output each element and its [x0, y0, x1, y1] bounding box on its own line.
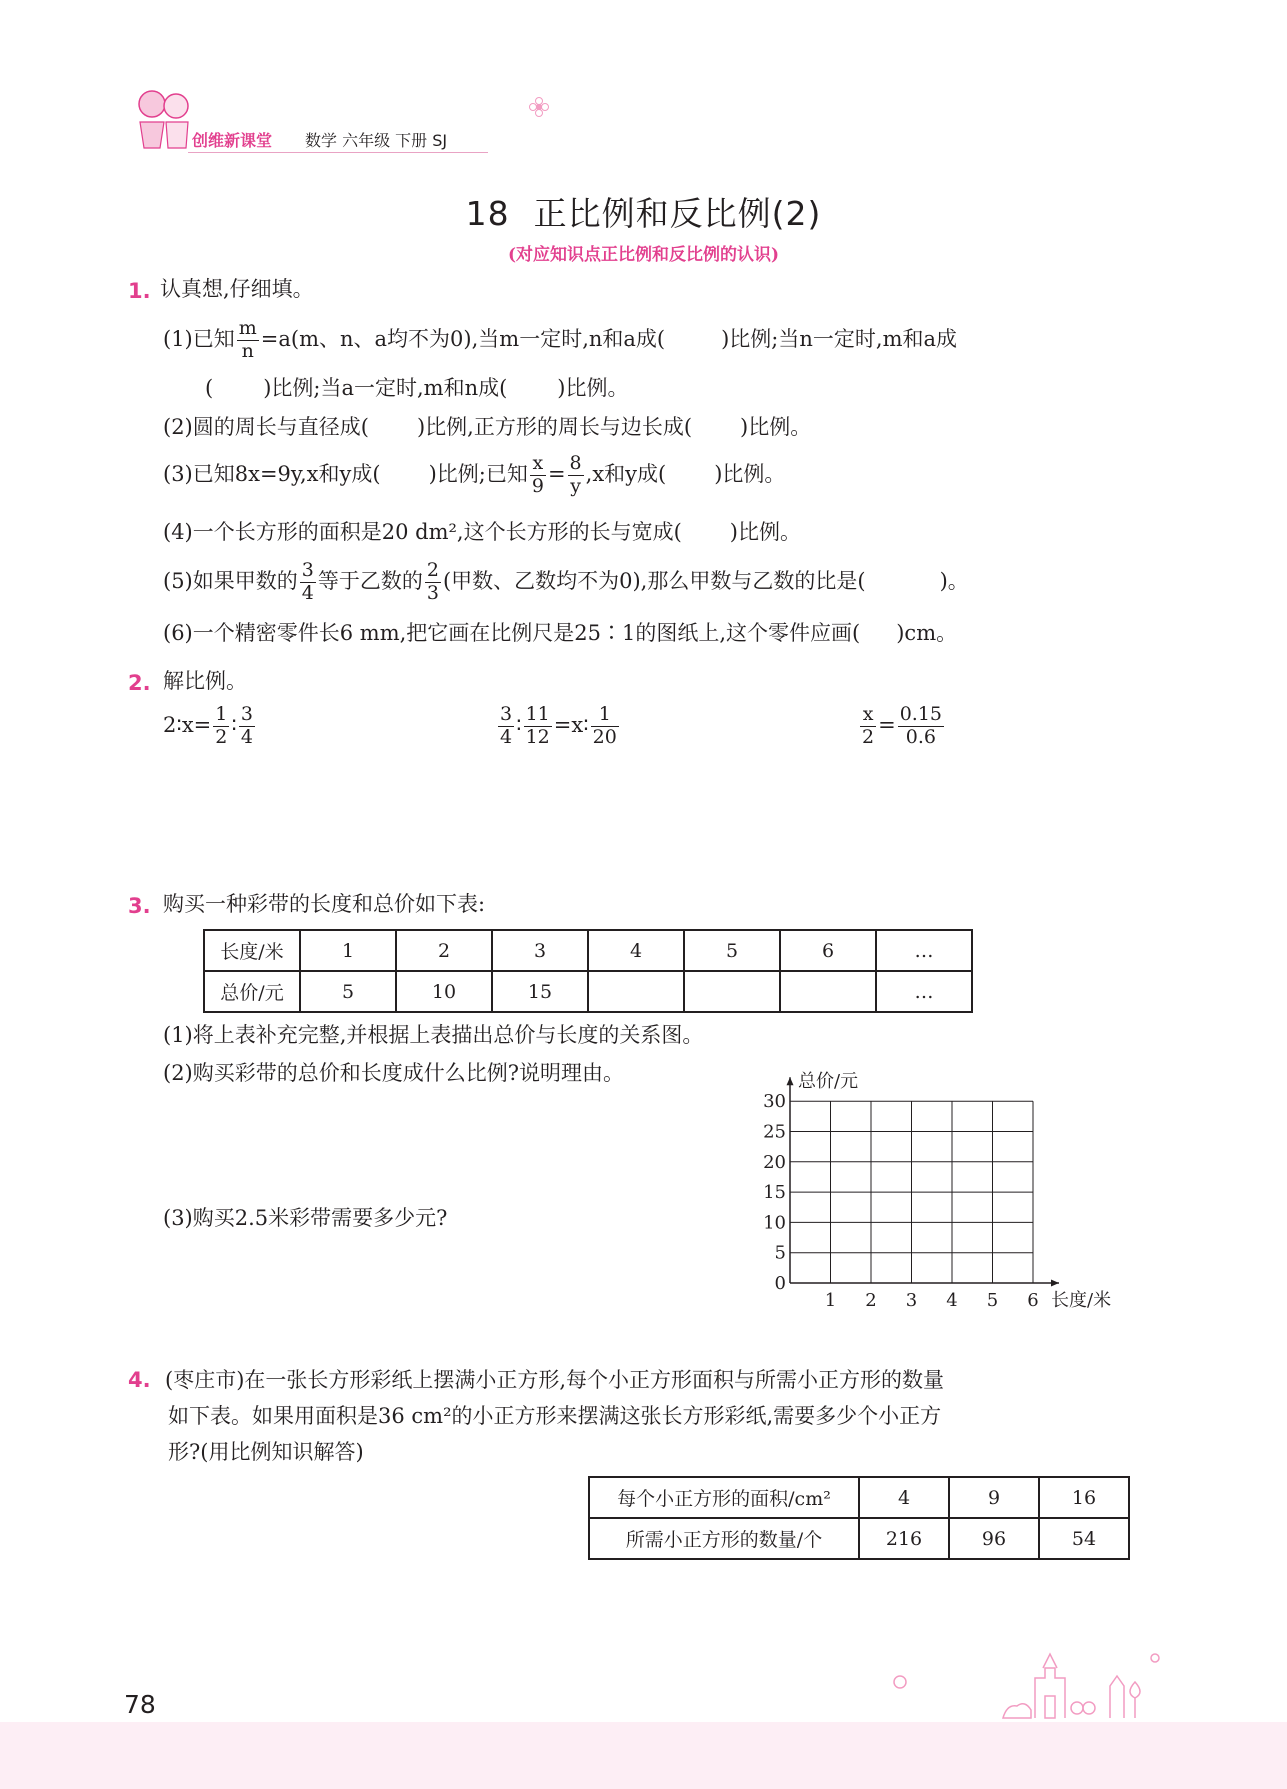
table-cell: 9 [949, 1477, 1039, 1518]
denominator: 4 [240, 725, 253, 748]
q1-p2-text: )比例。 [740, 415, 812, 439]
table-cell: 15 [492, 971, 588, 1012]
denominator: n [241, 339, 254, 362]
denominator: 4 [301, 581, 314, 604]
numerator: 11 [525, 703, 550, 725]
castle-decoration-icon [885, 1648, 1185, 1720]
brand-name: 创维新课堂 [192, 131, 273, 150]
q1-part2 [163, 417, 811, 438]
price-length-chart[interactable] [750, 1065, 1130, 1320]
numerator: 3 [240, 703, 253, 725]
table-cell: 16 [1039, 1477, 1129, 1518]
q1-p1-text: (1)已知 [163, 326, 235, 351]
numerator: 8 [569, 452, 582, 474]
q1-p2-text: )比例,正方形的周长与边长成( [416, 415, 693, 439]
equals-sign: = [878, 712, 896, 737]
table-cell: 3 [492, 930, 588, 971]
table-cell: 96 [949, 1518, 1039, 1559]
q3-sub3: (3)购买2.5米彩带需要多少元? [163, 1206, 448, 1230]
header-divider [188, 152, 488, 153]
y-tick-label: 15 [763, 1182, 786, 1204]
denominator: 3 [426, 581, 439, 604]
denominator: 9 [531, 474, 544, 497]
q4-line2: 如下表。如果用面积是36 cm²的小正方形来摆满这张长方形彩纸,需要多少个小正方 [168, 1404, 942, 1428]
q2-prompt: 解比例。 [163, 669, 247, 693]
square-table [588, 1476, 1130, 1560]
q1-p5-text: 等于乙数的 [317, 568, 423, 593]
table-cell: 6 [780, 930, 876, 971]
q4-line1: (枣庄市)在一张长方形彩纸上摆满小正方形,每个小正方形面积与所需小正方形的数量 [165, 1368, 945, 1392]
numerator: 3 [500, 703, 513, 725]
price-table [203, 929, 973, 1013]
equation-2 [496, 704, 621, 749]
fraction [213, 704, 229, 749]
y-axis-label: 总价/元 [798, 1071, 859, 1093]
table-cell: … [876, 930, 972, 971]
denominator: 12 [525, 725, 550, 748]
y-tick-label: 5 [774, 1242, 786, 1264]
table-header-cell: 所需小正方形的数量/个 [589, 1518, 859, 1559]
denominator: y [570, 474, 581, 497]
equation-text: 2∶x= [163, 712, 212, 737]
denominator: 0.6 [905, 725, 936, 748]
lesson-number: 18 [465, 194, 510, 233]
x-axis-arrow [1051, 1280, 1059, 1287]
q1-part5 [163, 560, 969, 605]
q1-p3-text: (3)已知8x=9y,x和y成( [163, 461, 381, 486]
y-tick-label: 20 [763, 1151, 786, 1173]
fraction [860, 704, 876, 749]
y-tick-label: 25 [763, 1121, 786, 1143]
table-header-cell: 每个小正方形的面积/cm² [589, 1477, 859, 1518]
fill-in-cell[interactable] [684, 971, 780, 1012]
x-tick-label: 1 [824, 1290, 837, 1311]
equation-1 [163, 704, 257, 749]
y-tick-label: 30 [763, 1091, 786, 1113]
x-axis-label: 长度/米 [1051, 1290, 1112, 1311]
q1-p2-text: (2)圆的周长与直径成( [163, 415, 369, 439]
lesson-title: 正比例和反比例(2) [533, 194, 822, 233]
table-cell: 5 [300, 971, 396, 1012]
fraction [898, 704, 944, 749]
x-tick-label: 4 [946, 1290, 958, 1311]
footer-band [0, 1722, 1287, 1789]
q1-part1-line1 [163, 318, 957, 363]
y-tick-label: 10 [763, 1212, 786, 1234]
table-row [204, 930, 972, 971]
denominator: 2 [215, 725, 228, 748]
numerator: x [530, 453, 546, 476]
q3-prompt: 购买一种彩带的长度和总价如下表: [163, 892, 486, 916]
q1-part3 [163, 453, 785, 498]
fraction [237, 318, 259, 363]
fill-in-cell[interactable] [780, 971, 876, 1012]
fraction [239, 704, 255, 749]
equation-3 [858, 704, 946, 749]
table-cell: 54 [1039, 1518, 1129, 1559]
q1-p5-text: (甲数、乙数均不为0),那么甲数与乙数的比是( [442, 568, 866, 593]
q1-p4-text: )比例。 [729, 520, 801, 544]
q1-p3-text: )比例。 [714, 461, 786, 486]
table-cell: 4 [588, 930, 684, 971]
fraction [591, 704, 619, 749]
numerator: 1 [215, 703, 228, 725]
q1-p1-text: )比例;当a一定时,m和n成( [263, 376, 508, 400]
q1-p5-text: (5)如果甲数的 [163, 568, 298, 593]
q1-p4-text: (4)一个长方形的面积是20 dm²,这个长方形的长与宽成( [163, 520, 682, 544]
q1-p3-text: )比例;已知 [428, 461, 528, 486]
ratio-colon: ∶ [231, 712, 237, 737]
denominator: 20 [592, 725, 617, 748]
table-header-cell: 长度/米 [204, 930, 300, 971]
q1-p5-text: )。 [939, 568, 969, 593]
book-info: 数学 六年级 下册 SJ [305, 131, 448, 150]
fraction [300, 560, 316, 605]
numerator: 1 [591, 704, 619, 727]
flower-icon [528, 96, 550, 118]
ratio-colon: ∶ [516, 712, 522, 737]
table-cell: 5 [684, 930, 780, 971]
fill-in-cell[interactable] [588, 971, 684, 1012]
page-title [0, 188, 1287, 235]
equation-text: =x∶ [553, 712, 589, 737]
q1-p1-text: =a(m、n、a均不为0),当m一定时,n和a成( [260, 326, 666, 351]
q3-number: 3. [128, 894, 151, 918]
fraction [425, 560, 441, 605]
numerator: m [238, 317, 257, 339]
table-cell: 216 [859, 1518, 949, 1559]
numerator: x [860, 704, 876, 727]
x-tick-label: 2 [865, 1290, 877, 1311]
q2-number: 2. [128, 671, 151, 695]
table-cell: 2 [396, 930, 492, 971]
y-tick-label: 0 [774, 1273, 786, 1294]
q1-prompt: 认真想,仔细填。 [160, 277, 314, 301]
numerator: 3 [301, 559, 314, 581]
q4-number: 4. [128, 1368, 151, 1392]
q1-part4 [163, 522, 801, 543]
denominator: 4 [500, 725, 513, 748]
x-tick-label: 3 [905, 1290, 918, 1311]
table-cell: … [876, 971, 972, 1012]
x-tick-label: 5 [986, 1290, 999, 1311]
table-row [589, 1518, 1129, 1559]
q3-sub1: (1)将上表补充完整,并根据上表描出总价与长度的关系图。 [163, 1023, 704, 1047]
q4-line3: 形?(用比例知识解答) [168, 1440, 364, 1464]
equals-sign: = [547, 461, 566, 486]
numerator: 0.15 [899, 703, 943, 725]
y-axis-arrow [787, 1077, 794, 1085]
q1-number: 1. [128, 279, 151, 303]
knowledge-point: (对应知识点正比例和反比例的认识) [507, 245, 780, 265]
table-cell: 1 [300, 930, 396, 971]
fraction [568, 453, 584, 498]
q1-part6 [163, 623, 957, 644]
table-row [589, 1477, 1129, 1518]
page-header [130, 82, 490, 152]
fraction [498, 704, 514, 749]
q1-p1-text: ( [205, 376, 214, 400]
q1-p6-text: (6)一个精密零件长6 mm,把它画在比例尺是25∶1的图纸上,这个零件应画( [163, 621, 861, 645]
q1-p3-text: ,x和y成( [585, 461, 667, 486]
fraction [524, 704, 552, 749]
q1-p1-text: )比例。 [557, 376, 629, 400]
q1-part1-line2 [205, 378, 629, 399]
x-tick-label: 6 [1027, 1290, 1039, 1311]
denominator: 2 [862, 725, 875, 748]
fraction [530, 453, 546, 498]
q1-p1-text: )比例;当n一定时,m和a成 [721, 326, 958, 351]
q3-sub2: (2)购买彩带的总价和长度成什么比例?说明理由。 [163, 1061, 625, 1085]
q1-p6-text: )cm。 [896, 621, 958, 645]
table-cell: 4 [859, 1477, 949, 1518]
kids-mascot-icon [130, 82, 200, 154]
table-cell: 10 [396, 971, 492, 1012]
page-number: 78 [124, 1690, 156, 1719]
table-header-cell: 总价/元 [204, 971, 300, 1012]
table-row [204, 971, 972, 1012]
numerator: 2 [426, 559, 439, 581]
